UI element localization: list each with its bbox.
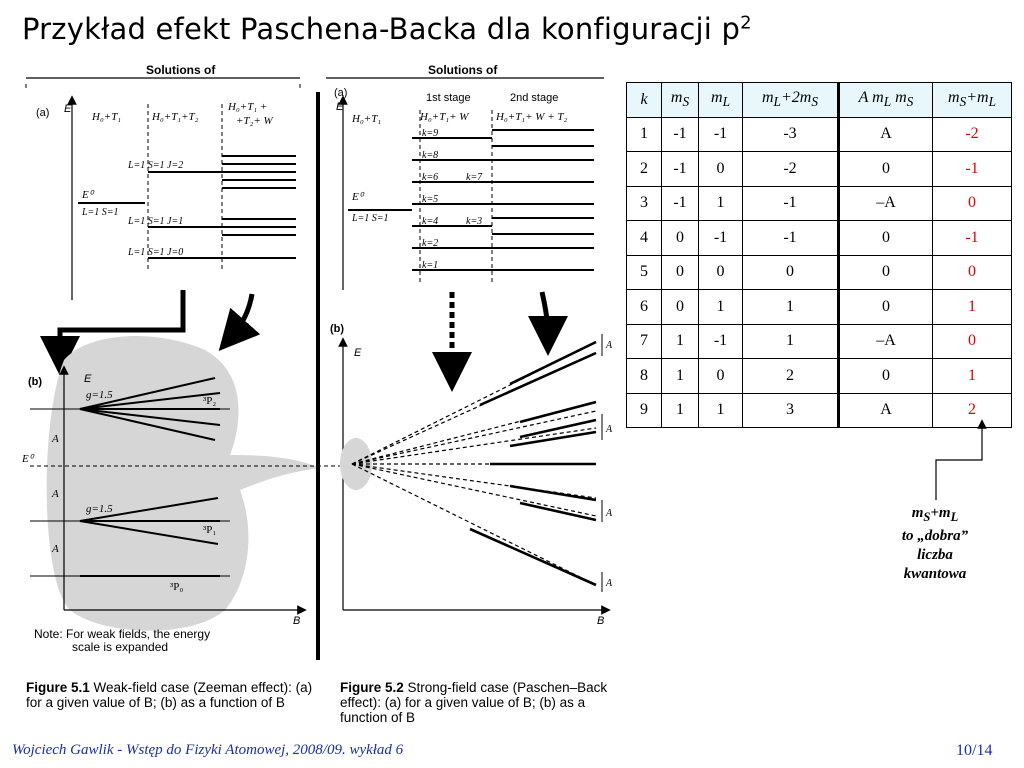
figure52-col2-label: H₀+T₁+ W xyxy=(420,111,469,123)
figure51-a-label-3: A xyxy=(52,543,59,555)
table-cell: 3 xyxy=(743,393,839,428)
figure51-g2-label: g=1.5 xyxy=(86,503,113,515)
table-cell: 1 xyxy=(627,117,662,152)
table-cell: 1 xyxy=(662,324,699,359)
table-cell: 1 xyxy=(699,186,743,221)
table-cell: 1 xyxy=(699,290,743,325)
figure52-caption-text: Strong-field case (Paschen–Back effect): (a) for a given value of B; (b) as a function of B xyxy=(340,680,608,725)
table-cell: 2 xyxy=(627,152,662,187)
table-cell: 0 xyxy=(743,255,839,290)
figure51-panel-a xyxy=(26,63,300,300)
figure52-k1: k=1 xyxy=(422,260,439,271)
figure52-panel-b-label: (b) xyxy=(330,323,345,335)
table-body xyxy=(627,117,1012,428)
figure52-stage1: 1st stage xyxy=(426,92,471,104)
table-cell: -2 xyxy=(743,152,839,187)
table-row xyxy=(627,324,1012,359)
table-cell: -1 xyxy=(662,186,699,221)
good-quantum-number-note xyxy=(870,504,1000,584)
table-cell: 4 xyxy=(627,221,662,256)
table-cell: 0 xyxy=(839,255,933,290)
quantum-numbers-table xyxy=(626,82,1012,428)
table-cell: 3 xyxy=(627,186,662,221)
table-cell: 0 xyxy=(699,255,743,290)
figure52-a-label-3: A xyxy=(606,508,613,519)
table-cell: 2 xyxy=(743,359,839,394)
figure52-l1s1-label: L=1 S=1 xyxy=(352,213,389,224)
figure52-solutions-label: Solutions of xyxy=(428,63,498,77)
table-cell: 0 xyxy=(839,290,933,325)
table-cell: 7 xyxy=(627,324,662,359)
figure52-axis-e: E xyxy=(336,101,344,113)
table-cell: 1 xyxy=(699,393,743,428)
figure51-a-label-1: A xyxy=(52,433,59,445)
table-cell: 0 xyxy=(699,359,743,394)
table-cell: 1 xyxy=(662,393,699,428)
table-cell: -1 xyxy=(933,152,1012,187)
figure51-axis-e-b: E xyxy=(84,373,92,385)
table-cell: -1 xyxy=(699,221,743,256)
header-ml: $m_L$ xyxy=(699,83,743,118)
table-cell: 1 xyxy=(743,324,839,359)
table-cell: -1 xyxy=(699,117,743,152)
table-cell: 0 xyxy=(662,255,699,290)
slide-title-text: Przykład efekt Paschena-Backa dla konfiguracji p xyxy=(22,12,741,46)
figure51-axis-b: B xyxy=(293,615,301,627)
header-a-ml-ms: A $m_L$ $m_S$ xyxy=(839,83,933,118)
footer-author: Wojciech Gawlik - Wstęp do Fizyki Atomowej, 2008/09. wykład 6 xyxy=(12,742,404,758)
table-cell: A xyxy=(839,393,933,428)
table-cell: 0 xyxy=(662,290,699,325)
table-cell: 0 xyxy=(839,221,933,256)
table-row xyxy=(627,221,1012,256)
table-cell: –A xyxy=(839,186,933,221)
figure51-g1-label: g=1.5 xyxy=(86,389,113,401)
table-cell: 6 xyxy=(627,290,662,325)
table-cell: 2 xyxy=(933,393,1012,428)
figure51-col3-label-b: +T₂+ W xyxy=(236,115,273,127)
header-k: k xyxy=(627,83,662,118)
figure52-axis-e-b: E xyxy=(354,347,362,359)
table-cell: 0 xyxy=(933,186,1012,221)
table-cell: -1 xyxy=(662,152,699,187)
table-row xyxy=(627,290,1012,325)
table-cell: –A xyxy=(839,324,933,359)
table-cell: -1 xyxy=(743,186,839,221)
figure52-col1-label: H₀+T₁ xyxy=(352,113,382,125)
table-cell: -1 xyxy=(662,117,699,152)
figure51-col3-label-a: H₀+T₁ + xyxy=(228,101,268,113)
table-cell: -1 xyxy=(743,221,839,256)
table-cell: 0 xyxy=(933,324,1012,359)
figure51-j1-label: L=1 S=1 J=1 xyxy=(128,216,184,227)
figure51-p1-label: ³P₁ xyxy=(203,524,217,536)
figure52-panel-b xyxy=(330,323,613,627)
figure51-e0b-label: E⁰ xyxy=(22,453,34,465)
figure51-axis-e: E xyxy=(64,103,72,115)
figure52-axis-b: B xyxy=(597,615,605,627)
figure51-p0-label: ³P₀ xyxy=(170,581,184,593)
note-line2: to „dobra” xyxy=(901,528,969,544)
figure51-note-line1: Note: For weak fields, the energy xyxy=(34,627,211,641)
table-cell: -1 xyxy=(699,324,743,359)
table-cell: -1 xyxy=(933,221,1012,256)
figure51-l1s1-label: L=1 S=1 xyxy=(82,207,119,218)
figure52-panel-a-label: (a) xyxy=(334,87,348,99)
figure52-caption-bold: Figure 5.2 xyxy=(340,680,404,695)
figure52-k2: k=2 xyxy=(422,238,439,249)
figure51-j0-label: L=1 S=1 J=0 xyxy=(128,247,184,258)
note-line3: liczba xyxy=(917,547,953,563)
note-line4: kwantowa xyxy=(903,566,967,582)
figure52-k9: k=9 xyxy=(422,128,439,139)
table-row xyxy=(627,359,1012,394)
figure52-k6: k=6 xyxy=(422,172,439,183)
note-line1: $m_S+m_L$ xyxy=(911,505,959,524)
figure51-caption xyxy=(26,680,316,710)
slide-title-superscript: 2 xyxy=(740,12,752,34)
table-cell: 0 xyxy=(839,152,933,187)
figure52-col3-label: H₀+T₁+ W + T₂ xyxy=(496,111,568,123)
figure52-a-label-2: A xyxy=(606,424,613,435)
figure51-a-label-2: A xyxy=(52,488,59,500)
header-ms: $m_S$ xyxy=(662,83,699,118)
table-cell: 0 xyxy=(839,359,933,394)
figure51-caption-bold: Figure 5.1 xyxy=(26,680,90,695)
figure51-panel-b-label: (b) xyxy=(28,376,43,388)
figure51-col2-label: H₀+T₁+T₂ xyxy=(152,111,199,123)
figure51-e0-label: E⁰ xyxy=(82,189,94,201)
figure52-k3: k=3 xyxy=(466,216,483,227)
figure52-panel-a xyxy=(326,63,604,290)
table-cell: -2 xyxy=(933,117,1012,152)
table-cell: 1 xyxy=(743,290,839,325)
table-cell: 1 xyxy=(933,359,1012,394)
table-cell: 8 xyxy=(627,359,662,394)
figure51-p2-label: ³P₂ xyxy=(203,395,217,407)
figure52-a-label-4: A xyxy=(606,578,613,589)
figure52-stage2: 2nd stage xyxy=(510,92,559,104)
figure52-k4: k=4 xyxy=(422,216,439,227)
figure51-panel-b xyxy=(21,336,340,654)
figure51-caption-text: Weak-field case (Zeeman effect): (a) for a given value of B; (b) as a function of B xyxy=(26,680,313,710)
table-cell: 0 xyxy=(662,221,699,256)
table-row xyxy=(627,152,1012,187)
figure52-k8: k=8 xyxy=(422,150,439,161)
table-cell: 9 xyxy=(627,393,662,428)
header-ml-2ms: $m_L+2m_S$ xyxy=(743,83,839,118)
table-cell: 0 xyxy=(933,255,1012,290)
figure52-k7: k=7 xyxy=(466,172,483,183)
figure52-k5: k=5 xyxy=(422,194,439,205)
table-row xyxy=(627,186,1012,221)
figure51-panel-a-label: (a) xyxy=(36,107,50,119)
table-cell: 1 xyxy=(662,359,699,394)
table-row xyxy=(627,393,1012,428)
figure51-note-line2: scale is expanded xyxy=(72,640,169,654)
figure51-j2-label: L=1 S=1 J=2 xyxy=(128,160,184,171)
table-cell: A xyxy=(839,117,933,152)
figure51-col1-label: H₀+T₁ xyxy=(92,111,122,123)
table-row xyxy=(627,255,1012,290)
footer-page-number: 10/14 xyxy=(956,742,993,759)
figure51-solutions-label: Solutions of xyxy=(146,63,216,77)
figure52-a-label-1: A xyxy=(606,340,613,351)
table-header-row xyxy=(627,83,1012,118)
figure52-e0-label: E⁰ xyxy=(352,191,364,203)
table-cell: 1 xyxy=(933,290,1012,325)
table-cell: 0 xyxy=(699,152,743,187)
figure52-caption xyxy=(340,680,620,725)
table-cell: 5 xyxy=(627,255,662,290)
header-ms-ml: $m_S+m_L$ xyxy=(933,83,1012,118)
table-row xyxy=(627,117,1012,152)
table-cell: -3 xyxy=(743,117,839,152)
